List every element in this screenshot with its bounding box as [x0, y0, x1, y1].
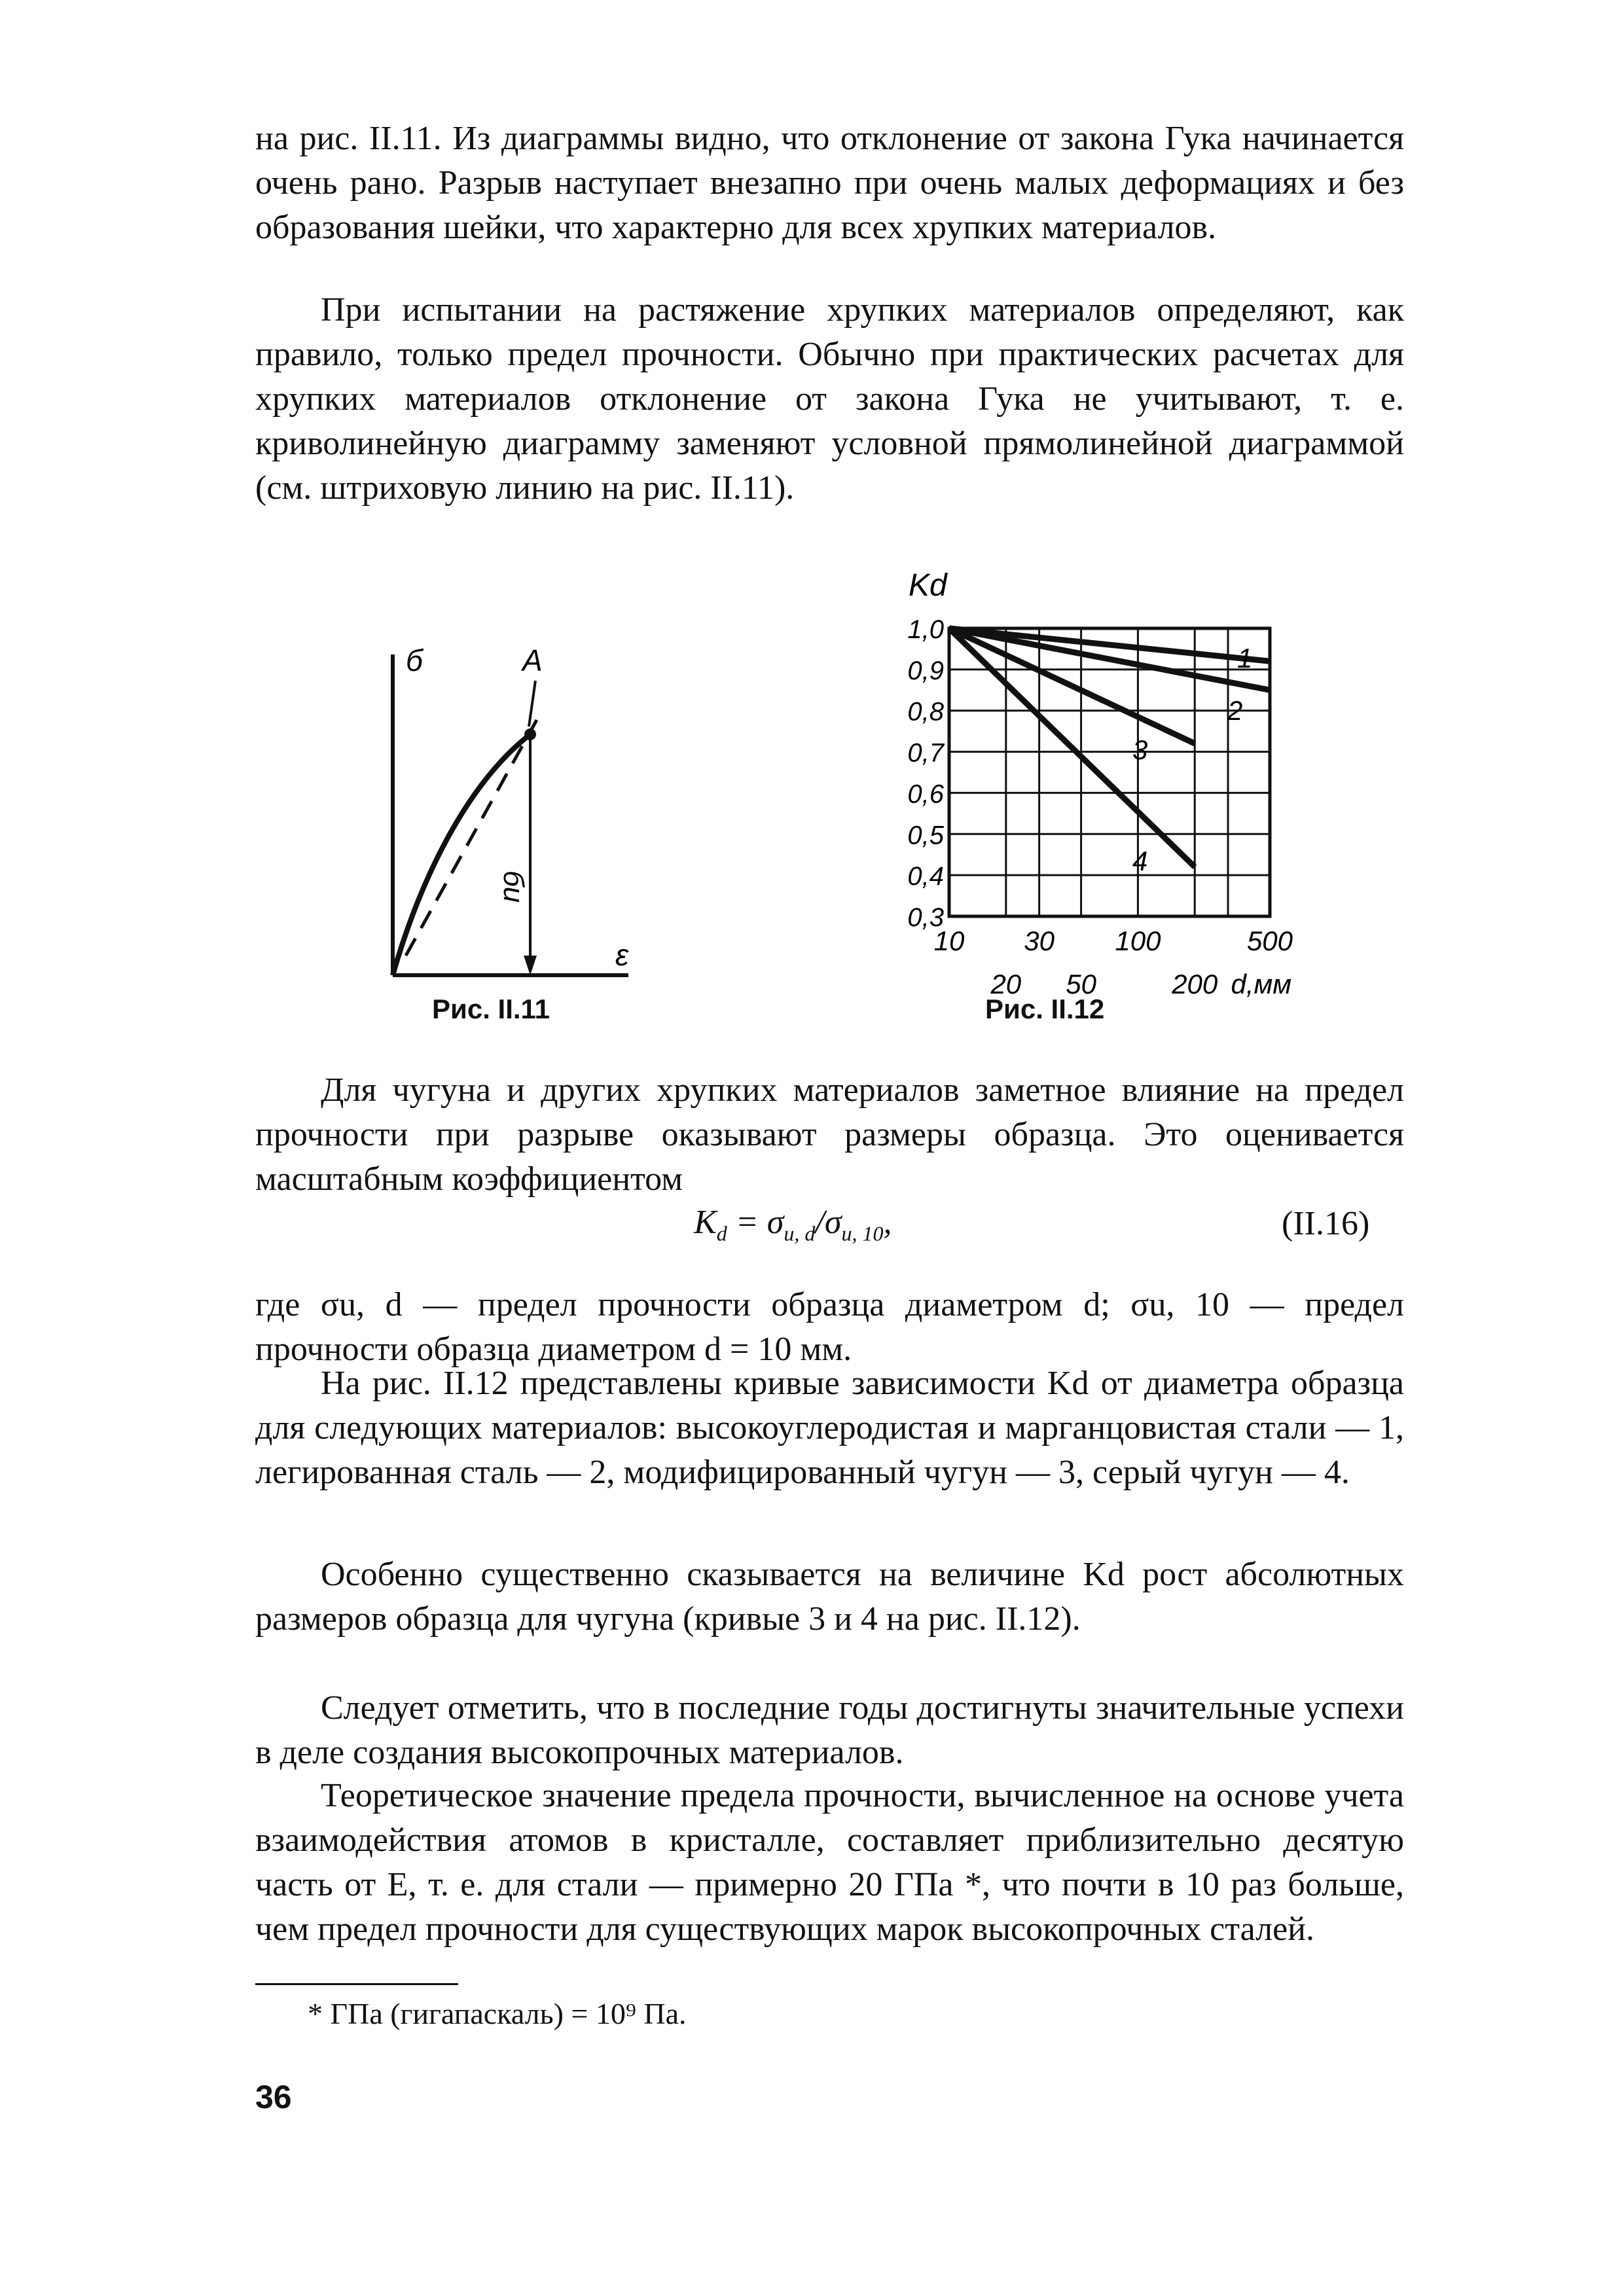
fig12-curve-label-4: 4	[1132, 846, 1148, 876]
fig12-curve-label-3: 3	[1132, 734, 1148, 765]
footnote-rule	[255, 1983, 458, 1985]
footnote: * ГПа (гигапаскаль) = 10⁹ Па.	[308, 1997, 687, 2030]
paragraph-1: на рис. II.11. Из диаграммы видно, что отклонение от закона Гука начинается очень рано. Разрыв наступает внезапно при очень малых деформациях и без образования шейки, что характерно для всех хрупких материалов.	[255, 120, 1404, 246]
page-number: 36	[255, 2079, 292, 2115]
paragraph-7: Следует отметить, что в последние годы достигнуты значительные успехи в деле создания высокопрочных материалов.	[255, 1689, 1404, 1771]
fig12-y-tick: 0,3	[907, 903, 944, 932]
fig12-y-tick: 0,4	[907, 862, 944, 891]
formula-num-sub: u, d	[784, 1221, 816, 1246]
fig12-series-line-3	[949, 628, 1195, 744]
fig12-x-tick: 10	[933, 925, 965, 956]
fig12-curve-label-1: 1	[1237, 643, 1253, 673]
paragraph-3: Для чугуна и других хрупких материалов заметное влияние на предел прочности при разрыве оказывают размеры образца. Это оценивается масштабным коэффициентом	[255, 1071, 1404, 1198]
caption-fig-ii-11: Рис. II.11	[432, 994, 550, 1024]
fig12-y-label: Kd	[909, 568, 947, 603]
fig11-point-label: A	[522, 643, 543, 677]
caption-fig-ii-12: Рис. II.12	[985, 994, 1105, 1024]
fig11-arrow-label: бu	[497, 870, 530, 903]
paragraph-4: где σu, d — предел прочности образца диаметром d; σu, 10 — предел прочности образца диаметром d = 10 мм.	[255, 1286, 1404, 1368]
fig12-y-tick: 0,6	[907, 780, 944, 809]
fig12-x-tick: 30	[1024, 925, 1055, 956]
fig12-x-unit: d,мм	[1231, 969, 1292, 999]
figure-ii-11	[367, 635, 641, 1001]
fig12-x-tick: 20	[990, 969, 1022, 999]
formula-ii-16	[694, 1203, 892, 1246]
fig11-x-label: ε	[615, 938, 629, 972]
formula-slash: /σ	[815, 1204, 842, 1241]
fig12-y-tick: 0,8	[907, 697, 944, 726]
paragraph-6: Особенно существенно сказывается на величине Kd рост абсолютных размеров образца для чугуна (кривые 3 и 4 на рис. II.12).	[255, 1556, 1404, 1638]
fig12-x-tick: 500	[1246, 925, 1293, 956]
fig11-y-label: б	[406, 643, 423, 677]
fig12-curve-label-2: 2	[1227, 695, 1243, 726]
formula-tail: ,	[883, 1204, 892, 1241]
fig12-y-tick: 0,5	[907, 821, 944, 850]
fig11-dashed-line	[406, 720, 537, 956]
paragraph-5: На рис. II.12 представлены кривые зависимости Kd от диаметра образца для следующих материалов: высокоуглеродистая и марганцовистая стали — 1, легированная сталь — 2, модифицированный чугун — 3, серый чугун — 4.	[255, 1365, 1404, 1491]
figure-ii-12	[851, 563, 1296, 1021]
fig12-x-tick: 50	[1066, 969, 1096, 999]
paragraph-8: Теоретическое значение предела прочности, вычисленное на основе учета взаимодействия атомов в кристалле, составляет приблизительно десятую часть от E, т. е. для стали — примерно 20 ГПа *, что почти в 10 раз больше, чем предел прочности для существующих марок высокопрочных сталей.	[255, 1777, 1404, 1948]
fig12-series	[949, 628, 1270, 867]
formula-number: (II.16)	[1282, 1205, 1370, 1242]
fig12-y-tick: 0,9	[907, 656, 944, 685]
fig11-point-a	[524, 728, 536, 740]
fig11-leader-line	[529, 681, 535, 726]
fig12-y-tick: 1,0	[907, 615, 944, 644]
paragraph-2: При испытании на растяжение хрупких материалов определяют, как правило, только предел прочности. Обычно при практических расчетах для хрупких материалов отклонение от закона Гука не учитывают, т. е. криволинейную диаграмму заменяют условной прямолинейной диаграммой (см. штриховую линию на рис. II.11).	[255, 291, 1404, 507]
formula-eq: = σ	[727, 1204, 784, 1241]
formula-lhs: K	[694, 1204, 717, 1241]
fig12-x-tick: 100	[1115, 925, 1161, 956]
fig11-arrow-head	[524, 956, 537, 975]
formula-lhs-sub: d	[716, 1221, 727, 1246]
formula-den-sub: u, 10	[841, 1221, 884, 1246]
fig12-y-tick: 0,7	[907, 738, 944, 768]
fig12-x-tick: 200	[1172, 969, 1218, 999]
fig12-series-line-4	[949, 628, 1195, 867]
